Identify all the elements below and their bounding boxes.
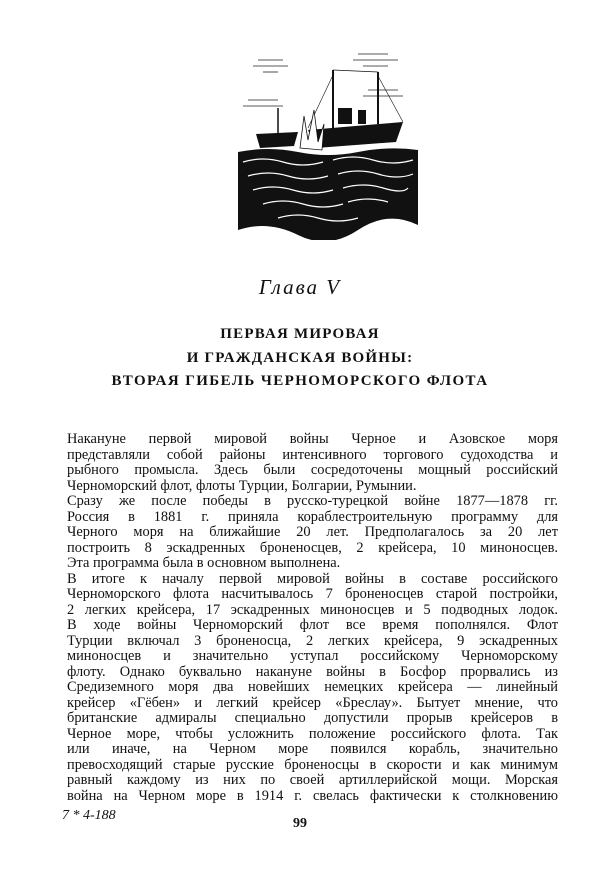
text-line: превосходящий старые русские броненосцы в скорости и как минимум xyxy=(67,756,558,773)
text-line: В ходе войны Черноморский флот все время пополнялся. Флот xyxy=(67,617,558,633)
text-line: Турции включал 3 броненосца, 2 легких крейсера, 9 эскадренных xyxy=(67,632,558,649)
text-line: война на Черном море в 1914 г. свелась фактически к столкновению xyxy=(67,787,558,804)
chapter-title-line-3: ВТОРАЯ ГИБЕЛЬ ЧЕРНОМОРСКОГО ФЛОТА xyxy=(111,373,489,389)
text-line: Средиземного моря два новейших немецких крейсера — линейный xyxy=(67,679,558,695)
body-text xyxy=(67,432,558,804)
text-line: Черноморский флот, флоты Турции, Болгарии, Румынии. xyxy=(67,477,417,494)
chapter-title-line-2: И ГРАЖДАНСКАЯ ВОЙНЫ: xyxy=(186,350,414,366)
ship-at-sea-engraving-icon xyxy=(238,30,418,240)
text-line: Россия в 1881 г. приняла кораблестроительную программу для xyxy=(67,508,558,525)
text-line: миноносцев и значительно уступал российскому Черноморскому xyxy=(67,648,558,664)
text-line: Черное море, чтобы усложнить положение российского флота. Так xyxy=(67,725,558,742)
text-line: представляли собой районы интенсивного торгового судоходства и xyxy=(67,446,558,463)
text-line: крейсер «Гёбен» и легкий крейсер «Бреслау». Бытует мнение, что xyxy=(67,694,558,711)
text-line: построить 8 эскадренных броненосцев, 2 крейсера, 10 миноносцев. xyxy=(67,539,558,556)
chapter-title-line-1: ПЕРВАЯ МИРОВАЯ xyxy=(220,326,380,342)
signature-mark: 7 * 4-188 xyxy=(62,808,116,823)
text-line: Черноморского флота насчитывалось 7 броненосцев старой постройки, xyxy=(67,586,558,602)
text-line: В итоге к началу первой мировой войны в составе российского xyxy=(67,570,558,587)
text-line: равный каждому из них по своей артиллерийской мощи. Морская xyxy=(67,772,558,788)
text-line: 2 легких крейсера, 17 эскадренных миноносцев и 5 подводных лодок. xyxy=(67,601,558,618)
text-line: или иначе, на Черном море появился корабль, значительно xyxy=(67,741,558,757)
page-number: 99 xyxy=(293,816,307,831)
text-line: Накануне первой мировой войны Черное и Азовское моря xyxy=(67,431,558,447)
text-line: рыбного промысла. Здесь были сосредоточены мощный российский xyxy=(67,462,558,478)
text-line: британские адмиралы специально допустили прорыв крейсеров в xyxy=(67,710,558,726)
text-line: флоту. Однако буквально накануне войны в Босфор прорвались из xyxy=(67,663,558,680)
text-line: Черного моря на ближайшие 20 лет. Предполагалось за 20 лет xyxy=(67,524,558,540)
text-line: Эта программа была в основном выполнена. xyxy=(67,555,341,571)
chapter-label: Глава V xyxy=(258,275,342,299)
text-line: Сразу же после победы в русско-турецкой войне 1877—1878 гг. xyxy=(67,493,558,509)
